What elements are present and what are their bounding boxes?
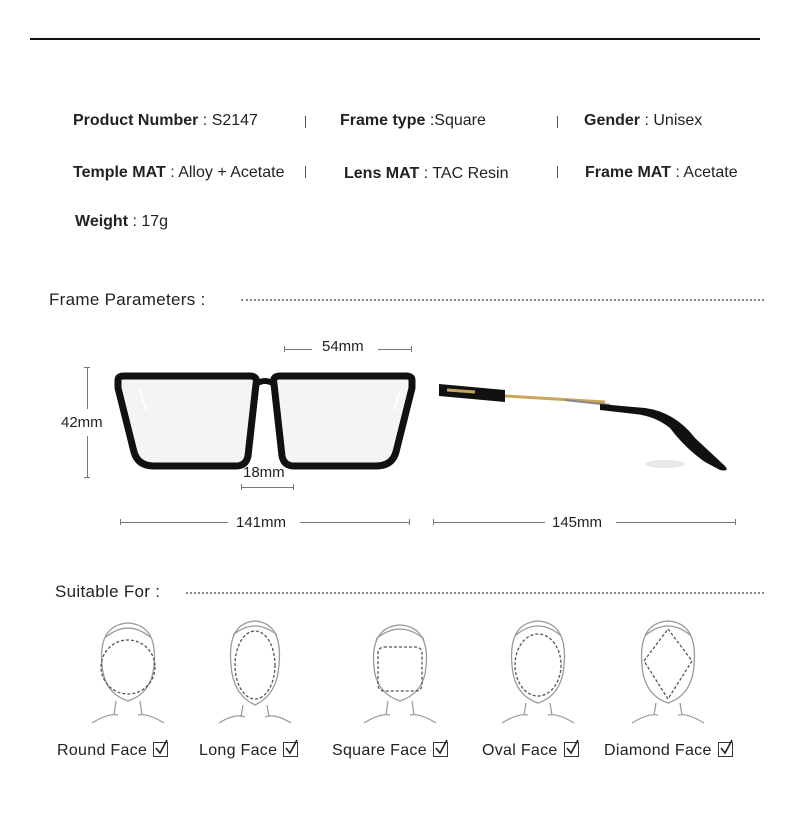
dimension-tick bbox=[433, 519, 434, 525]
face-label-round bbox=[57, 742, 168, 760]
face-label-long bbox=[199, 742, 298, 760]
dimension-tick bbox=[84, 477, 90, 478]
dimension-tick bbox=[293, 484, 294, 490]
spec-value: Acetate bbox=[683, 164, 738, 181]
dimension-tick bbox=[84, 367, 90, 368]
face-label-diamond bbox=[604, 742, 733, 760]
face-label-oval bbox=[482, 742, 579, 760]
diamond-face-icon bbox=[628, 615, 708, 725]
dimension-tick bbox=[120, 519, 121, 525]
face-label-text: Square Face bbox=[332, 742, 427, 759]
round-face-icon bbox=[88, 615, 168, 725]
dimension-tick bbox=[284, 346, 285, 352]
checkbox-checked-icon bbox=[153, 742, 168, 757]
spec-label: Lens MAT bbox=[344, 165, 420, 182]
dimension-line bbox=[378, 349, 412, 350]
face-label-text: Long Face bbox=[199, 742, 278, 759]
face-label-square bbox=[332, 742, 448, 760]
separator bbox=[305, 166, 306, 178]
spec-label: Temple MAT bbox=[73, 164, 166, 181]
spec-lens-mat: Lens MAT : TAC Resin bbox=[344, 165, 509, 182]
face-label-text: Oval Face bbox=[482, 742, 558, 759]
dotted-divider bbox=[186, 592, 764, 594]
dimension-line bbox=[300, 522, 410, 523]
dimension-line bbox=[120, 522, 228, 523]
face-label-text: Round Face bbox=[57, 742, 148, 759]
dimension-tick bbox=[241, 484, 242, 490]
square-face-icon bbox=[360, 617, 440, 727]
bridge-width-label: 18mm bbox=[243, 464, 285, 481]
dimension-tick bbox=[735, 519, 736, 525]
spec-label: Product Number bbox=[73, 112, 199, 129]
separator bbox=[305, 116, 306, 128]
separator bbox=[557, 116, 558, 128]
spec-value: Square bbox=[434, 112, 486, 129]
long-face-icon bbox=[215, 615, 295, 725]
top-divider bbox=[30, 38, 760, 40]
checkbox-checked-icon bbox=[564, 742, 579, 757]
spec-weight: Weight : 17g bbox=[75, 213, 169, 230]
spec-label: Frame type bbox=[340, 112, 426, 129]
lens-height-label: 42mm bbox=[61, 414, 103, 431]
spec-value: TAC Resin bbox=[432, 165, 509, 182]
spec-label: Gender bbox=[584, 112, 641, 129]
dimension-line bbox=[87, 436, 88, 478]
dimension-line bbox=[241, 487, 293, 488]
glasses-side-image bbox=[435, 378, 735, 478]
frame-parameters-title: Frame Parameters : bbox=[49, 290, 206, 309]
frame-width-label: 141mm bbox=[236, 514, 287, 531]
spec-value: 17g bbox=[141, 213, 169, 230]
spec-value: Unisex bbox=[653, 112, 703, 129]
checkbox-checked-icon bbox=[433, 742, 448, 757]
spec-product-number: Product Number : S2147 bbox=[73, 112, 258, 129]
spec-label: Weight bbox=[75, 213, 129, 230]
temple-length-label: 145mm bbox=[552, 514, 603, 531]
dimension-line bbox=[284, 349, 312, 350]
checkbox-checked-icon bbox=[718, 742, 733, 757]
face-label-text: Diamond Face bbox=[604, 742, 712, 759]
dimension-line bbox=[616, 522, 736, 523]
dimension-line bbox=[433, 522, 545, 523]
separator bbox=[557, 166, 558, 178]
lens-width-label: 54mm bbox=[322, 338, 364, 355]
spec-frame-type: Frame type :Square bbox=[340, 112, 486, 129]
spec-value: Alloy + Acetate bbox=[178, 164, 285, 181]
dimension-tick bbox=[409, 519, 410, 525]
spec-label: Frame MAT bbox=[585, 164, 671, 181]
suitable-for-title: Suitable For : bbox=[55, 582, 161, 601]
spec-temple-mat: Temple MAT : Alloy + Acetate bbox=[73, 164, 285, 181]
dotted-divider bbox=[241, 299, 764, 301]
spec-gender: Gender : Unisex bbox=[584, 112, 703, 129]
checkbox-checked-icon bbox=[283, 742, 298, 757]
spec-value: S2147 bbox=[211, 112, 258, 129]
dimension-tick bbox=[411, 346, 412, 352]
oval-face-icon bbox=[498, 615, 578, 725]
spec-frame-mat: Frame MAT : Acetate bbox=[585, 164, 738, 181]
dimension-line bbox=[87, 367, 88, 409]
